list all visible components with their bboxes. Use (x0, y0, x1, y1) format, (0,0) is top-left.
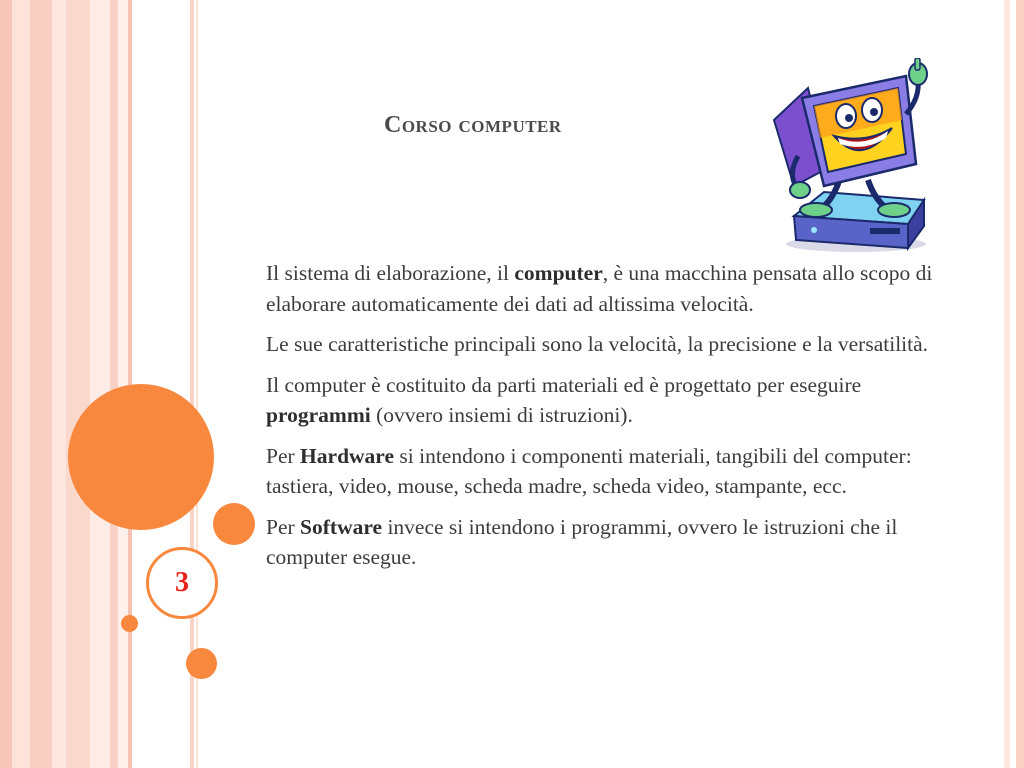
paragraph-text: Il computer è costituito da parti materiali ed è progettato per eseguire (266, 372, 862, 397)
right-stripe (1016, 0, 1024, 768)
paragraph-text: Per (266, 514, 301, 539)
decorative-circle-large (68, 384, 214, 530)
paragraph-software (266, 512, 956, 573)
paragraph-text: , è una macchina pensata allo scopo di elaborare automaticamente dei dati ad altissima velocità. (266, 261, 933, 316)
left-stripe (118, 0, 128, 768)
slide-content (266, 258, 956, 583)
paragraph-text: invece si intendono i programmi, ovvero le istruzioni che il computer esegue. (266, 514, 898, 569)
keyword-software: Software (300, 514, 383, 539)
paragraph-text: Per (266, 443, 301, 468)
left-stripe (66, 0, 90, 768)
paragraph-text: (ovvero insiemi di istruzioni). (370, 403, 633, 427)
left-stripe (90, 0, 110, 768)
paragraph-text: Il sistema di elaborazione, il (266, 261, 515, 285)
decorative-circle-tiny (121, 615, 138, 632)
left-stripe (30, 0, 52, 768)
slide-number: 3 (175, 567, 189, 598)
paragraph-computer-definition (266, 258, 956, 319)
paragraph-hardware (266, 441, 956, 502)
paragraph-programs (266, 370, 956, 431)
paragraph-characteristics (266, 329, 956, 360)
left-stripe (12, 0, 30, 768)
keyword-programmi: programmi (266, 403, 371, 427)
left-stripe (110, 0, 118, 768)
cartoon-computer-icon (758, 58, 934, 256)
keyword-computer: computer (514, 261, 603, 285)
keyword-hardware: Hardware (300, 443, 394, 468)
slide-title: Corso computer (384, 112, 562, 138)
right-stripe (1004, 0, 1010, 768)
left-stripe (0, 0, 12, 768)
left-stripe (52, 0, 66, 768)
paragraph-text: si intendono i componenti materiali, tangibili del computer: tastiera, video, mouse, scheda madre, scheda video, stampante, ecc. (266, 443, 912, 498)
slide-number-badge (146, 547, 218, 619)
decorative-circle-medium (213, 503, 255, 545)
paragraph-text: Le sue caratteristiche principali sono la velocità, la precisione e la versatilità. (266, 332, 929, 356)
decorative-circle-small (186, 648, 217, 679)
